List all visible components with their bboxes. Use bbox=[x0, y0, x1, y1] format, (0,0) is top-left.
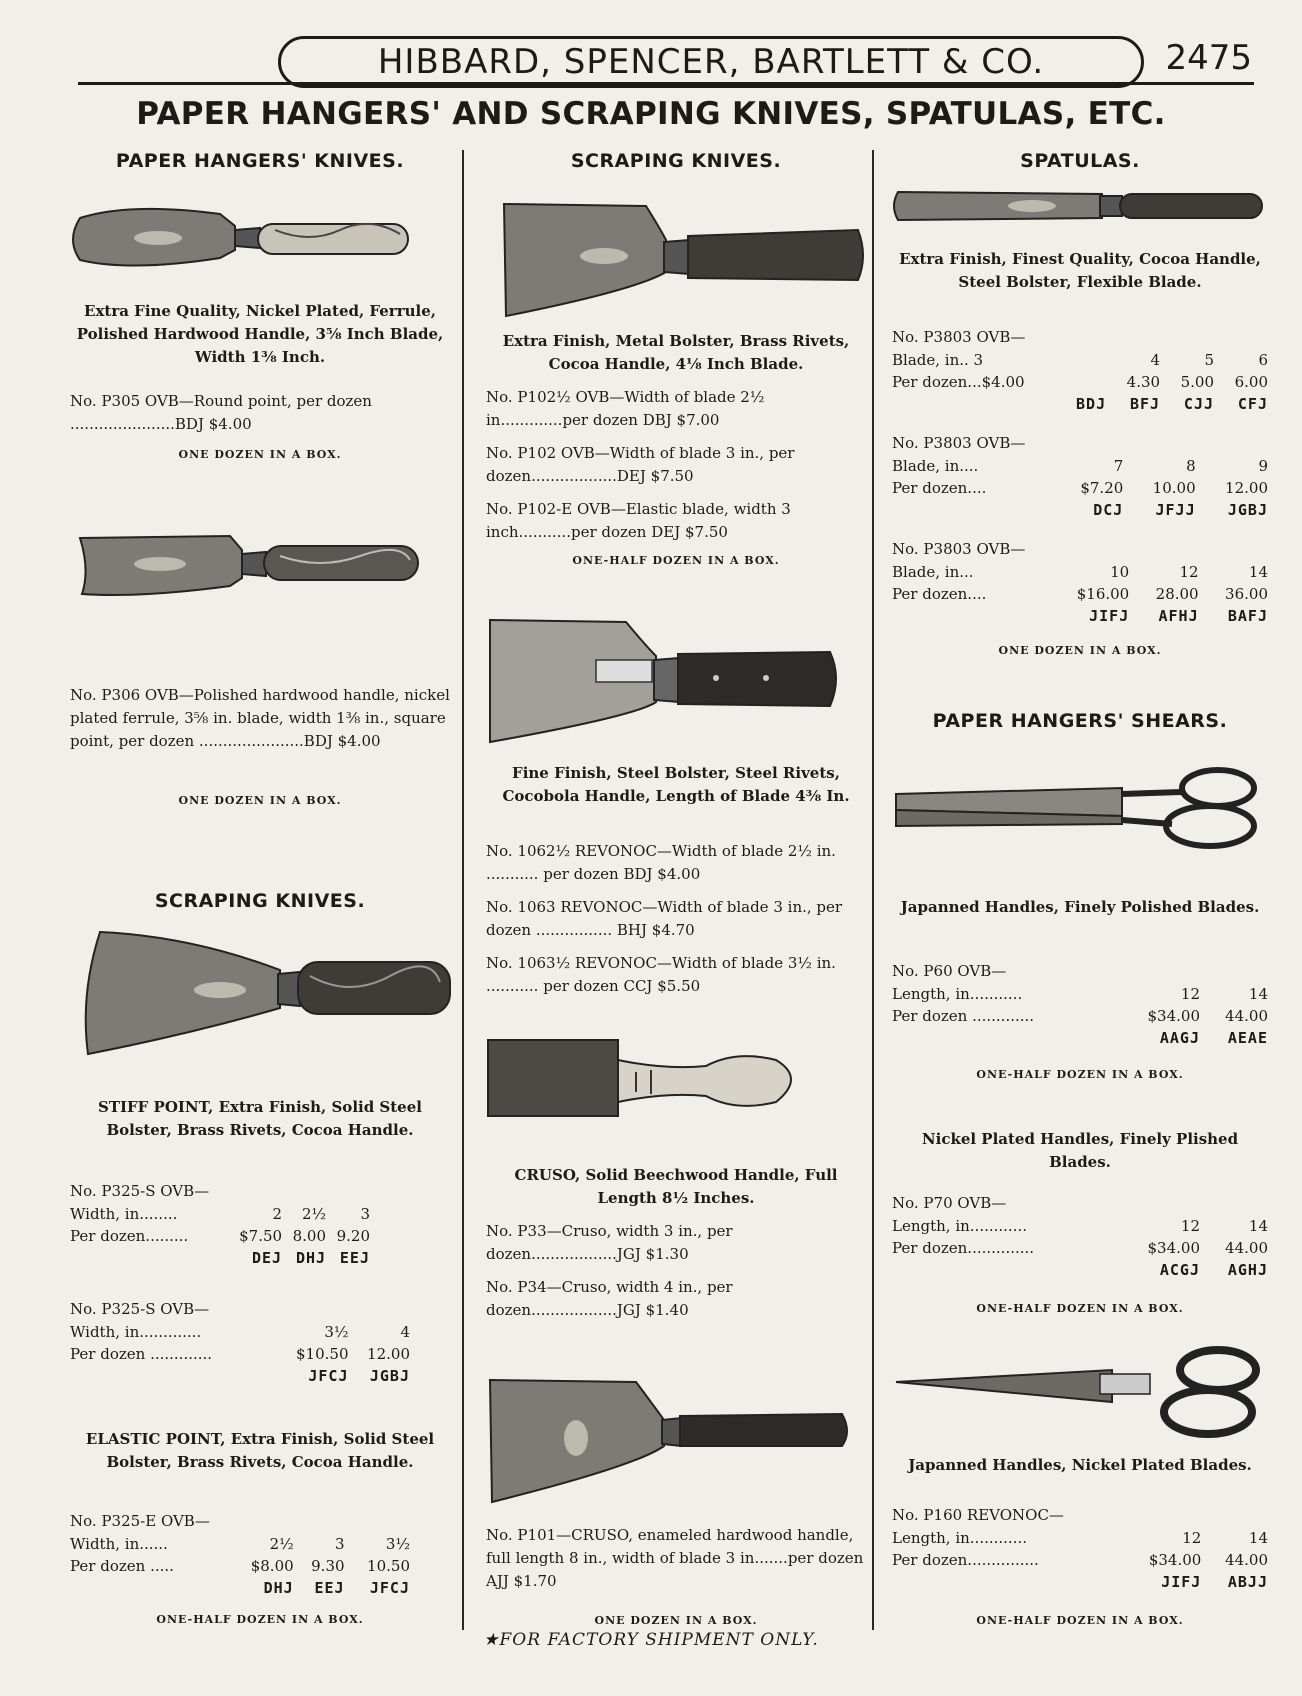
cell: 2½ bbox=[301, 1205, 327, 1223]
p33-item: No. P33—Cruso, width 3 in., per dozen..................JGJ $1.30 bbox=[486, 1222, 733, 1263]
header-rule bbox=[78, 82, 1254, 85]
pack1: ONE-HALF DOZEN IN A BOX. bbox=[572, 554, 780, 567]
cell: Per dozen.... bbox=[892, 479, 987, 497]
code-cell: BDJ bbox=[1076, 395, 1107, 413]
shears-nickel-blades-description: Japanned Handles, Nickel Plated Blades. bbox=[908, 1456, 1252, 1474]
p60-table bbox=[892, 983, 1268, 1049]
code-cell: DEJ bbox=[251, 1249, 283, 1267]
cell: Per dozen ..... bbox=[70, 1557, 174, 1575]
cell: 10.50 bbox=[367, 1557, 410, 1575]
code-cell: AFHJ bbox=[1158, 607, 1199, 625]
code-cell: DCJ bbox=[1093, 501, 1124, 519]
cell: Width, in...... bbox=[70, 1535, 168, 1553]
cell: 7 bbox=[1113, 457, 1124, 475]
cell: Width, in............. bbox=[70, 1323, 202, 1341]
spatula-pack: ONE DOZEN IN A BOX. bbox=[998, 644, 1162, 657]
code-cell: AGHJ bbox=[1227, 1261, 1268, 1279]
section-heading-scraping: SCRAPING KNIVES. bbox=[154, 890, 366, 912]
cell: 8 bbox=[1186, 457, 1196, 475]
p305-item: No. P305 OVB—Round point, per dozen ......................BDJ $4.00 bbox=[70, 392, 372, 433]
cell: Length, in............ bbox=[892, 1529, 1027, 1547]
cell: Blade, in... bbox=[892, 563, 974, 581]
p3803-b-number: No. P3803 OVB— bbox=[892, 434, 1026, 452]
p160-pack: ONE-HALF DOZEN IN A BOX. bbox=[976, 1614, 1184, 1627]
p102e-item: No. P102-E OVB—Elastic blade, width 3 inch...........per dozen DEJ $7.50 bbox=[486, 500, 791, 541]
cell: $34.00 bbox=[1147, 1007, 1200, 1025]
p3803-b-table bbox=[892, 455, 1268, 521]
code-cell: CFJ bbox=[1237, 395, 1268, 413]
p70-table bbox=[892, 1215, 1268, 1281]
brand-name: HIBBARD, SPENCER, BARTLETT & CO. bbox=[377, 42, 1045, 82]
brand-box bbox=[278, 36, 1144, 88]
shears-nickel-blades-image bbox=[892, 1342, 1268, 1442]
cell: 9.30 bbox=[311, 1557, 345, 1575]
cell: 9.20 bbox=[336, 1227, 370, 1245]
code-cell: AEAE bbox=[1227, 1029, 1268, 1047]
cell: 44.00 bbox=[1225, 1239, 1268, 1257]
p305-pack: ONE DOZEN IN A BOX. bbox=[178, 448, 342, 461]
cell: 12.00 bbox=[1225, 479, 1268, 497]
cell: 6 bbox=[1258, 351, 1268, 369]
p3803-c-number: No. P3803 OVB— bbox=[892, 540, 1026, 558]
cell: 12 bbox=[1180, 1217, 1200, 1235]
p101-item: No. P101—CRUSO, enameled hardwood handle, full length 8 in., width of blade 3 in.......per dozen AJJ $1.70 bbox=[486, 1526, 864, 1590]
fine-finish-description: Fine Finish, Steel Bolster, Steel Rivets, Cocobola Handle, Length of Blade 4⅜ In. bbox=[502, 764, 850, 805]
code-cell: ABJJ bbox=[1227, 1573, 1268, 1591]
cell: 8.00 bbox=[292, 1227, 327, 1245]
cell: Per dozen......... bbox=[70, 1227, 189, 1245]
cell: 14 bbox=[1248, 1529, 1268, 1547]
cell: Blade, in.... bbox=[892, 457, 979, 475]
page-number: 2475 bbox=[1165, 38, 1252, 78]
p160-number: No. P160 REVONOC— bbox=[892, 1506, 1064, 1524]
code-cell: ACGJ bbox=[1159, 1261, 1200, 1279]
column-spatulas bbox=[892, 150, 1268, 1627]
code-cell: JFCJ bbox=[308, 1367, 349, 1385]
scraping-knife-stiff-image bbox=[70, 924, 460, 1064]
p306-item: No. P306 OVB—Polished hardwood handle, nickel plated ferrule, 3⅝ in. blade, width 1⅜ in., square point, per dozen ......................BDJ $4.00 bbox=[70, 686, 450, 750]
spatula-image bbox=[892, 186, 1268, 226]
p325e-pack: ONE-HALF DOZEN IN A BOX. bbox=[156, 1613, 364, 1626]
cell: 6.00 bbox=[1234, 373, 1268, 391]
cruso-description: CRUSO, Solid Beechwood Handle, Full Length 8½ Inches. bbox=[514, 1166, 838, 1207]
scraping-knife-revonoc-image bbox=[486, 616, 866, 746]
code-cell: BAFJ bbox=[1227, 607, 1268, 625]
cell: 14 bbox=[1248, 1217, 1268, 1235]
cell: $34.00 bbox=[1147, 1239, 1200, 1257]
cell: 12 bbox=[1179, 563, 1199, 581]
code-cell: JFJJ bbox=[1155, 501, 1196, 519]
cell: 12 bbox=[1182, 1529, 1202, 1547]
page-title: PAPER HANGERS' AND SCRAPING KNIVES, SPATULAS, ETC. bbox=[136, 96, 1166, 132]
section-heading-shears: PAPER HANGERS' SHEARS. bbox=[932, 710, 1228, 732]
p70-block bbox=[892, 1192, 1268, 1281]
spatula-description: Extra Finish, Finest Quality, Cocoa Handle, Steel Bolster, Flexible Blade. bbox=[899, 250, 1261, 291]
cell: 4.30 bbox=[1126, 373, 1161, 391]
section-heading: PAPER HANGERS' KNIVES. bbox=[115, 150, 405, 172]
shears-japanned-image bbox=[892, 764, 1268, 854]
cell: 10 bbox=[1110, 563, 1130, 581]
item-1063: No. 1063 REVONOC—Width of blade 3 in., per dozen ................ BHJ $4.70 bbox=[486, 898, 843, 939]
code-cell: CJJ bbox=[1183, 395, 1215, 413]
cell: 36.00 bbox=[1225, 585, 1268, 603]
cell: 3 bbox=[360, 1205, 370, 1223]
p160-block bbox=[892, 1504, 1268, 1593]
cell: Per dozen...$4.00 bbox=[892, 373, 1025, 391]
cell: Per dozen............... bbox=[892, 1551, 1039, 1569]
p70-number: No. P70 OVB— bbox=[892, 1194, 1007, 1212]
p3803-a-number: No. P3803 OVB— bbox=[892, 328, 1026, 346]
code-cell: EEJ bbox=[314, 1579, 345, 1597]
p60-number: No. P60 OVB— bbox=[892, 962, 1007, 980]
column-divider-2 bbox=[872, 150, 874, 1630]
cell: 44.00 bbox=[1225, 1007, 1268, 1025]
scraping-knife-metal-bolster-image bbox=[486, 200, 866, 320]
p325s-b-block bbox=[70, 1298, 450, 1387]
p102-half-item: No. P102½ OVB—Width of blade 2½ in.............per dozen DBJ $7.00 bbox=[486, 388, 765, 429]
cell: 9 bbox=[1258, 457, 1268, 475]
cell: 44.00 bbox=[1225, 1551, 1268, 1569]
code-cell: JIFJ bbox=[1161, 1573, 1202, 1591]
cell: $16.00 bbox=[1076, 585, 1130, 603]
p325s-a-block bbox=[70, 1180, 450, 1269]
cell: Length, in............ bbox=[892, 1217, 1027, 1235]
cell: 12.00 bbox=[367, 1345, 410, 1363]
code-cell: JGBJ bbox=[1227, 501, 1268, 519]
column-divider-1 bbox=[462, 150, 464, 1630]
code-cell: AAGJ bbox=[1159, 1029, 1200, 1047]
code-cell: JFCJ bbox=[369, 1579, 410, 1597]
p325s-b-table bbox=[70, 1321, 410, 1387]
cell: 3½ bbox=[324, 1323, 349, 1341]
section-heading: SCRAPING KNIVES. bbox=[570, 150, 782, 172]
p325s-b-number: No. P325-S OVB— bbox=[70, 1300, 210, 1318]
p3803-a-table bbox=[892, 349, 1268, 415]
cell: 14 bbox=[1248, 563, 1268, 581]
p306-pack: ONE DOZEN IN A BOX. bbox=[178, 794, 342, 807]
cell: $8.00 bbox=[250, 1557, 294, 1575]
cell: 28.00 bbox=[1155, 585, 1199, 603]
item-1062: No. 1062½ REVONOC—Width of blade 2½ in. ........... per dozen BDJ $4.00 bbox=[486, 842, 836, 883]
cell: 5.00 bbox=[1180, 373, 1215, 391]
cell: Blade, in.. 3 bbox=[892, 351, 984, 369]
cell: Width, in........ bbox=[70, 1205, 178, 1223]
p34-item: No. P34—Cruso, width 4 in., per dozen..................JGJ $1.40 bbox=[486, 1278, 733, 1319]
cell: 3½ bbox=[385, 1535, 410, 1553]
p325e-table bbox=[70, 1533, 410, 1599]
cell: 4 bbox=[400, 1323, 410, 1341]
cell: Per dozen.... bbox=[892, 585, 987, 603]
cell: 2 bbox=[272, 1205, 283, 1223]
cell: $7.50 bbox=[239, 1227, 283, 1245]
p325e-block bbox=[70, 1510, 450, 1626]
footnote: ★FOR FACTORY SHIPMENT ONLY. bbox=[483, 1630, 819, 1650]
p102-item: No. P102 OVB—Width of blade 3 in., per dozen..................DEJ $7.50 bbox=[486, 444, 795, 485]
p325s-a-number: No. P325-S OVB— bbox=[70, 1182, 210, 1200]
section-heading: SPATULAS. bbox=[1020, 150, 1140, 172]
cell: 14 bbox=[1248, 985, 1268, 1003]
page-header bbox=[78, 32, 1254, 90]
code-cell: DHJ bbox=[263, 1579, 294, 1597]
cell: Per dozen.............. bbox=[892, 1239, 1035, 1257]
metal-bolster-description: Extra Finish, Metal Bolster, Brass Rivets, Cocoa Handle, 4⅛ Inch Blade. bbox=[502, 332, 850, 373]
code-cell: JIFJ bbox=[1089, 607, 1130, 625]
p305-description: Extra Fine Quality, Nickel Plated, Ferrule, Polished Hardwood Handle, 3⅝ Inch Blade, Width 1⅜ Inch. bbox=[76, 302, 444, 366]
cruso-knife-image bbox=[486, 1036, 866, 1146]
elastic-point-description: ELASTIC POINT, Extra Finish, Solid Steel Bolster, Brass Rivets, Cocoa Handle. bbox=[85, 1430, 435, 1471]
cell: Length, in........... bbox=[892, 985, 1023, 1003]
p3803-c-block bbox=[892, 538, 1268, 627]
cell: 4 bbox=[1150, 351, 1161, 369]
pack4: ONE DOZEN IN A BOX. bbox=[594, 1614, 758, 1627]
item-1063-half: No. 1063½ REVONOC—Width of blade 3½ in. ........... per dozen CCJ $5.50 bbox=[486, 954, 836, 995]
code-cell: DHJ bbox=[295, 1249, 327, 1267]
column-paper-hangers-knives bbox=[70, 150, 450, 1626]
p325e-number: No. P325-E OVB— bbox=[70, 1512, 210, 1530]
p3803-a-block bbox=[892, 326, 1268, 415]
shears-japanned-description: Japanned Handles, Finely Polished Blades. bbox=[900, 898, 1260, 916]
cell: 10.00 bbox=[1152, 479, 1196, 497]
cruso-enameled-knife-image bbox=[486, 1376, 866, 1506]
p70-pack: ONE-HALF DOZEN IN A BOX. bbox=[976, 1302, 1184, 1315]
paper-hangers-knife-round-image bbox=[70, 200, 450, 280]
p3803-c-table bbox=[892, 561, 1268, 627]
p160-table bbox=[892, 1527, 1268, 1593]
p60-block bbox=[892, 960, 1268, 1049]
p60-pack: ONE-HALF DOZEN IN A BOX. bbox=[976, 1068, 1184, 1081]
paper-hangers-knife-square-image bbox=[70, 530, 450, 610]
cell: 2½ bbox=[269, 1535, 294, 1553]
p3803-b-block bbox=[892, 432, 1268, 521]
shears-nickel-description: Nickel Plated Handles, Finely Plished Blades. bbox=[921, 1130, 1239, 1171]
p325s-a-table bbox=[70, 1203, 370, 1269]
cell: $7.20 bbox=[1080, 479, 1124, 497]
cell: 5 bbox=[1204, 351, 1215, 369]
column-scraping-knives bbox=[486, 150, 866, 1627]
cell: 12 bbox=[1180, 985, 1200, 1003]
code-cell: BFJ bbox=[1129, 395, 1161, 413]
cell: 3 bbox=[335, 1535, 345, 1553]
code-cell: JGBJ bbox=[369, 1367, 410, 1385]
cell: $10.50 bbox=[296, 1345, 349, 1363]
stiff-point-description: STIFF POINT, Extra Finish, Solid Steel Bolster, Brass Rivets, Cocoa Handle. bbox=[98, 1098, 422, 1139]
cell: Per dozen ............. bbox=[70, 1345, 213, 1363]
code-cell: EEJ bbox=[339, 1249, 370, 1267]
cell: $34.00 bbox=[1148, 1551, 1202, 1569]
cell: Per dozen ............. bbox=[892, 1007, 1035, 1025]
